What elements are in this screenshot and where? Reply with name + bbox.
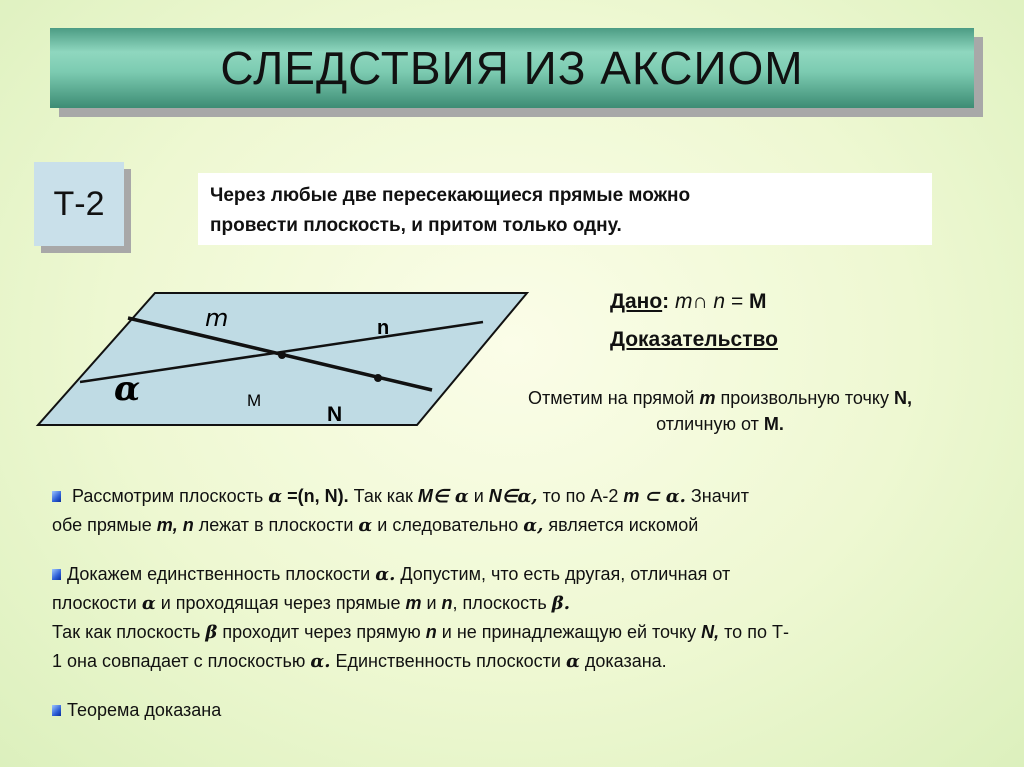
bullet-icon [52, 705, 61, 716]
label-alpha: α [114, 369, 141, 409]
label-M: M [247, 391, 262, 410]
conclusion-text: Теорема доказана [67, 700, 222, 720]
intersection-symbol: ∩ [692, 290, 708, 313]
proof-heading: Доказательство [610, 328, 778, 351]
theorem-line-1: Через любые две пересекающиеся прямые можно [210, 185, 691, 206]
label-N: N [327, 403, 343, 426]
bullet-icon [52, 491, 61, 502]
slide-title: СЛЕДСТВИЯ ИЗ АКСИОМ [220, 42, 804, 94]
bullet-icon [52, 569, 61, 580]
paragraph-2: Докажем единственность плоскости α. Допустим, что есть другая, отличная от плоскости α и проходящая через прямые m и n, плоскость β. Так как плоскость β проходит через прямую n и не принадлежащую ей точку N, то по Т- 1 она совпадает с плоскостью α. Единственность плоскости α доказана. [52, 564, 789, 672]
label-m: m [205, 304, 229, 332]
given-m: m [674, 290, 693, 313]
paragraph-3 [52, 696, 221, 724]
point-N [374, 374, 382, 382]
theorem-line-2: провести плоскость, и притом только одну. [210, 215, 622, 236]
point-M [278, 351, 286, 359]
given-statement: Дано: m∩ n = M [610, 290, 767, 313]
plane-alpha [38, 293, 527, 425]
theorem-badge: Т-2 [34, 162, 124, 246]
paragraph-1: Рассмотрим плоскость α =(n, N). Так как M∈ α и N∈α, то по А-2 m ⊂ α. Значит обе прямые m, n лежат в плоскости α и следовательно α, является искомой [52, 486, 749, 536]
given-label: Дано [610, 290, 663, 313]
label-n: n [377, 317, 390, 339]
mark-point-text: Отметим на прямой m произвольную точку N, отличную от M. [528, 388, 912, 434]
